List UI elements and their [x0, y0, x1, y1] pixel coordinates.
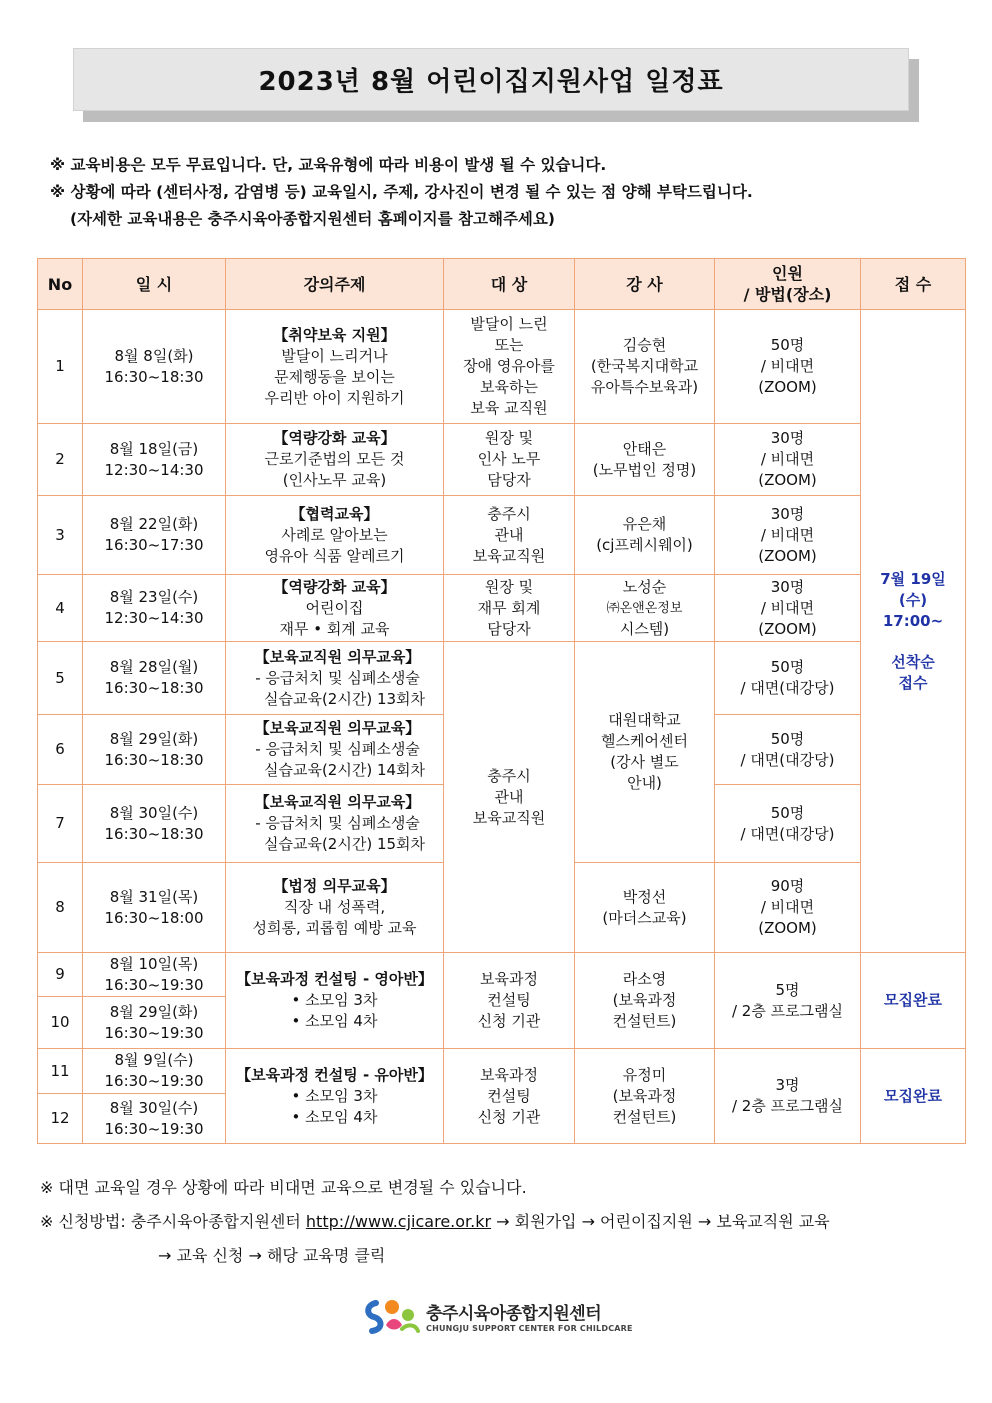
- center-logo: [362, 1295, 633, 1337]
- row-no: 2: [38, 424, 83, 496]
- row-no: 4: [38, 575, 83, 642]
- col-header-target: 대 상: [444, 259, 575, 310]
- infant-instructor-cell: [575, 953, 715, 1049]
- topic-line: 우리반 아이 지원하기: [264, 388, 405, 407]
- topic-title: 【역량강화 교육】: [273, 577, 396, 596]
- row-time: 12:30~14:30: [104, 460, 204, 479]
- target-line: 보육과정: [480, 970, 538, 988]
- instructor-line: 유정미: [622, 1065, 667, 1084]
- col-header-capacity-line2: / 방법(장소): [743, 285, 832, 304]
- capacity-line: 5명: [775, 980, 800, 999]
- topic-line: • 소모임 3차: [291, 991, 378, 1009]
- row-time: 16:30~19:30: [104, 1023, 204, 1042]
- instructor-line: ㈜온앤온정보: [606, 600, 683, 616]
- target-line: 신청 기관: [477, 1107, 541, 1126]
- col-header-no: No: [38, 259, 83, 310]
- row-date: 8월 29일(화): [109, 729, 199, 748]
- instructor-line: (마더스교육): [602, 908, 687, 927]
- target-line: 컨설팅: [487, 1086, 531, 1105]
- toddler-instructor-cell: [575, 1049, 715, 1144]
- row-target: [444, 424, 575, 496]
- topic-line: 직장 내 성폭력,: [283, 898, 386, 916]
- topic-line: 재무 • 회계 교육: [279, 619, 390, 638]
- homepage-link[interactable]: http://www.cjicare.or.kr: [305, 1212, 492, 1231]
- topic-line: 영유아 식품 알레르기: [264, 546, 405, 565]
- target-line: 관내: [494, 787, 524, 806]
- notice-line-1: ※ 교육비용은 모두 무료입니다. 단, 교육유형에 따라 비용이 발생 될 수 있습니다.: [50, 156, 607, 174]
- capacity-line: / 비대면: [760, 357, 815, 375]
- row-time: 16:30~17:30: [104, 536, 204, 554]
- logo-name-ko: 충주시육아종합지원센터: [426, 1304, 602, 1324]
- infant-topic-cell: [226, 953, 444, 1049]
- capacity-line: / 2층 프로그램실: [731, 1001, 844, 1020]
- center-logo-icon: [362, 1295, 422, 1337]
- footer-apply-prefix: ※ 신청방법: 충주시육아종합지원센터: [40, 1212, 306, 1231]
- capacity-line: 50명: [770, 658, 805, 676]
- topic-line: 어린이집: [305, 598, 364, 617]
- topic-title: 【취약보육 지원】: [273, 325, 396, 344]
- row-target: [444, 496, 575, 575]
- target-line: 신청 기관: [477, 1012, 541, 1030]
- topic-line: 발달이 느리거나: [281, 346, 388, 365]
- logo-name-en: CHUNGJU SUPPORT CENTER FOR CHILDCARE: [426, 1324, 633, 1333]
- page-title: 2023년 8월 어린이집지원사업 일정표: [73, 48, 909, 111]
- row-time: 16:30~18:30: [104, 367, 204, 386]
- row-datetime: [83, 642, 226, 715]
- infant-capacity-cell: [715, 953, 861, 1049]
- row-topic: [226, 310, 444, 424]
- col-header-apply: 접 수: [861, 259, 966, 310]
- topic-line: 문제행동을 보이는: [274, 367, 395, 386]
- row-date: 8월 29일(화): [109, 1002, 199, 1021]
- table-row: [38, 1049, 966, 1094]
- target-line: 충주시: [487, 766, 531, 785]
- apply-date-line: 17:00~: [882, 611, 944, 630]
- capacity-line: (ZOOM): [758, 471, 817, 489]
- capacity-line: (ZOOM): [758, 378, 817, 396]
- row-time: 12:30~14:30: [104, 609, 204, 627]
- target-line: 충주시: [487, 504, 531, 523]
- row-no: 7: [38, 785, 83, 863]
- capacity-line: / 비대면: [760, 898, 815, 916]
- toddler-target-cell: [444, 1049, 575, 1144]
- row-capacity: [715, 575, 861, 642]
- toddler-capacity-cell: [715, 1049, 861, 1144]
- topic-line: - 응급처치 및 심폐소생술: [255, 740, 420, 758]
- row-time: 16:30~19:30: [104, 975, 204, 994]
- center-logo-text: [426, 1299, 633, 1333]
- row-capacity: [715, 642, 861, 715]
- row-topic: [226, 715, 444, 785]
- instructor-line: (보육과정: [612, 1086, 677, 1105]
- row-target: [444, 310, 575, 424]
- target-line: 장애 영유아를: [463, 357, 555, 375]
- col-header-datetime: 일 시: [83, 259, 226, 310]
- notice-line-2: ※ 상황에 따라 (센터사정, 감염병 등) 교육일시, 주제, 강사진이 변경 될 수 있는 점 양해 부탁드립니다.: [50, 183, 753, 201]
- row-no: 9: [38, 953, 83, 997]
- topic-title: 【보육교직원 의무교육】: [254, 719, 421, 737]
- instructor-line: (노무법인 정명): [592, 460, 697, 479]
- topic-title: 【역량강화 교육】: [273, 429, 396, 447]
- instructor-line: 박정선: [622, 887, 667, 906]
- instructor-line: (보육과정: [612, 991, 677, 1009]
- row-capacity: [715, 424, 861, 496]
- target-line: 보육 교직원: [470, 399, 548, 417]
- capacity-line: / 대면(대강당): [740, 824, 835, 843]
- col-header-capacity-line1: 인원: [772, 264, 803, 283]
- row-datetime: [83, 785, 226, 863]
- topic-line: • 소모임 4차: [291, 1107, 378, 1126]
- row-topic: [226, 863, 444, 953]
- table-row: [38, 424, 966, 496]
- row-datetime: [83, 496, 226, 575]
- target-line: 또는: [494, 336, 524, 354]
- row-datetime: [83, 424, 226, 496]
- row-topic: [226, 496, 444, 575]
- row-datetime: [83, 310, 226, 424]
- target-line: 원장 및: [484, 577, 534, 596]
- row-no: 5: [38, 642, 83, 715]
- instructor-line: (강사 별도: [610, 753, 679, 771]
- toddler-apply-status: 모집완료: [861, 1049, 966, 1144]
- footer-notes: [40, 1171, 830, 1273]
- row-date: 8월 10일(목): [109, 954, 199, 973]
- capacity-line: / 대면(대강당): [740, 750, 835, 769]
- target-line: 보육과정: [480, 1065, 538, 1084]
- row-datetime: [83, 575, 226, 642]
- row-topic: [226, 424, 444, 496]
- footer-apply-suffix: → 회원가입 → 어린이집지원 → 보육교직원 교육: [491, 1212, 830, 1231]
- topic-line: - 응급처치 및 심폐소생술: [255, 668, 420, 687]
- infant-apply-status: 모집완료: [861, 953, 966, 1049]
- topic-title: 【보육과정 컨설팅 - 유아반】: [236, 1065, 433, 1084]
- infant-target-cell: [444, 953, 575, 1049]
- row-capacity: [715, 715, 861, 785]
- topic-title: 【법정 의무교육】: [273, 877, 396, 895]
- capacity-line: 50명: [770, 729, 805, 748]
- footer-line-2: [40, 1205, 830, 1239]
- capacity-line: 30명: [770, 504, 805, 523]
- row-topic: [226, 575, 444, 642]
- col-header-instructor: 강 사: [575, 259, 715, 310]
- topic-title: 【보육과정 컨설팅 - 영아반】: [236, 970, 433, 988]
- row-date: 8월 28일(월): [109, 658, 199, 676]
- table-row: [38, 642, 966, 715]
- apply-note-line: 선착순: [891, 652, 935, 671]
- row-date: 8월 22일(화): [109, 515, 199, 533]
- table-row: [38, 575, 966, 642]
- footer-line-3: → 교육 신청 → 해당 교육명 클릭: [158, 1246, 386, 1265]
- target-line: 담당자: [487, 471, 531, 489]
- target-line: 보육교직원: [472, 546, 546, 565]
- instructor-line: 컨설턴트): [612, 1012, 677, 1030]
- row-datetime: [83, 1049, 226, 1094]
- row-instructor: [575, 863, 715, 953]
- target-line: 보육교직원: [472, 808, 546, 827]
- apply-date-line: 7월 19일: [880, 569, 946, 588]
- instructor-line: 컨설턴트): [612, 1107, 677, 1126]
- row-instructor: [575, 424, 715, 496]
- instructor-line: 노성순: [622, 577, 667, 596]
- schedule-table: [37, 258, 966, 1144]
- row-time: 16:30~19:30: [104, 1072, 204, 1090]
- row-target: [444, 575, 575, 642]
- merged-target-cell: [444, 642, 575, 953]
- instructor-line: 안내): [627, 774, 662, 792]
- row-date: 8월 31일(목): [109, 887, 199, 906]
- row-date: 8월 30일(수): [109, 1098, 199, 1117]
- row-instructor: [575, 575, 715, 642]
- target-line: 발달이 느린: [470, 315, 548, 333]
- instructor-line: (cj프레시웨이): [596, 536, 693, 554]
- notice-line-3: (자세한 교육내용은 충주시육아종합지원센터 홈페이지를 참고해주세요): [70, 210, 555, 228]
- topic-title: 【협력교육】: [290, 504, 379, 523]
- row-no: 1: [38, 310, 83, 424]
- row-date: 8월 9일(수): [114, 1051, 194, 1069]
- instructor-line: 대원대학교: [608, 711, 681, 729]
- notice-block: [50, 152, 753, 233]
- table-row: [38, 953, 966, 997]
- target-line: 컨설팅: [487, 991, 531, 1009]
- row-time: 16:30~18:00: [104, 908, 204, 927]
- row-datetime: [83, 715, 226, 785]
- capacity-line: / 대면(대강당): [740, 679, 835, 697]
- row-no: 8: [38, 863, 83, 953]
- target-line: 원장 및: [484, 429, 534, 447]
- instructor-line: 유아특수보육과): [590, 378, 699, 396]
- instructor-line: (한국복지대학교: [590, 357, 699, 375]
- capacity-line: (ZOOM): [758, 619, 817, 638]
- row-no: 6: [38, 715, 83, 785]
- row-instructor: [575, 310, 715, 424]
- row-time: 16:30~18:30: [104, 750, 204, 769]
- row-datetime: [83, 953, 226, 997]
- capacity-line: 30명: [770, 577, 805, 596]
- topic-line: 근로기준법의 모든 것: [264, 450, 405, 468]
- target-line: 보육하는: [480, 378, 538, 396]
- table-row: [38, 496, 966, 575]
- row-date: 8월 23일(수): [109, 588, 199, 606]
- table-header-row: [38, 259, 966, 310]
- capacity-line: / 2층 프로그램실: [731, 1097, 844, 1115]
- row-datetime: [83, 1094, 226, 1144]
- target-line: 재무 회계: [477, 598, 541, 617]
- row-time: 16:30~18:30: [104, 679, 204, 697]
- capacity-line: 50명: [770, 336, 805, 354]
- capacity-line: 3명: [775, 1076, 800, 1094]
- instructor-line: 시스템): [619, 619, 670, 638]
- topic-line: 실습교육(2시간) 15회차: [263, 835, 426, 853]
- row-time: 16:30~18:30: [104, 824, 204, 843]
- capacity-line: / 비대면: [760, 450, 815, 468]
- capacity-line: (ZOOM): [758, 546, 817, 565]
- target-line: 인사 노무: [477, 450, 541, 468]
- topic-line: 사례로 알아보는: [281, 525, 388, 544]
- row-datetime: [83, 997, 226, 1049]
- capacity-line: / 비대면: [760, 598, 815, 617]
- row-time: 16:30~19:30: [104, 1119, 204, 1138]
- topic-line: - 응급처치 및 심폐소생술: [255, 814, 420, 832]
- merged-instructor-cell: [575, 642, 715, 863]
- capacity-line: 30명: [770, 429, 805, 447]
- topic-title: 【보육교직원 의무교육】: [254, 647, 421, 666]
- target-line: 담당자: [487, 619, 531, 638]
- instructor-line: 김승현: [622, 336, 667, 354]
- row-datetime: [83, 863, 226, 953]
- row-capacity: [715, 863, 861, 953]
- row-topic: [226, 642, 444, 715]
- target-line: 관내: [494, 525, 524, 544]
- instructor-line: 헬스케어센터: [601, 732, 688, 750]
- toddler-topic-cell: [226, 1049, 444, 1144]
- row-capacity: [715, 310, 861, 424]
- table-row: [38, 310, 966, 424]
- capacity-line: 90명: [770, 877, 805, 895]
- col-header-capacity: [715, 259, 861, 310]
- row-date: 8월 18일(금): [109, 439, 199, 458]
- topic-line: • 소모임 4차: [291, 1012, 378, 1030]
- apply-note-line: 접수: [898, 673, 928, 692]
- capacity-line: 50명: [770, 803, 805, 822]
- topic-line: 성희롱, 괴롭힘 예방 교육: [252, 919, 417, 937]
- apply-date-line: (수): [898, 590, 928, 609]
- capacity-line: (ZOOM): [758, 919, 817, 937]
- row-date: 8월 8일(화): [114, 346, 194, 365]
- row-capacity: [715, 785, 861, 863]
- row-topic: [226, 785, 444, 863]
- topic-line: 실습교육(2시간) 14회차: [263, 761, 426, 779]
- topic-line: 실습교육(2시간) 13회차: [263, 689, 426, 708]
- footer-line-1: ※ 대면 교육일 경우 상황에 따라 비대면 교육으로 변경될 수 있습니다.: [40, 1178, 527, 1197]
- topic-title: 【보육교직원 의무교육】: [254, 793, 421, 811]
- row-no: 12: [38, 1094, 83, 1144]
- row-no: 10: [38, 997, 83, 1049]
- capacity-line: / 비대면: [760, 525, 815, 544]
- row-date: 8월 30일(수): [109, 803, 199, 822]
- col-header-topic: 강의주제: [226, 259, 444, 310]
- row-capacity: [715, 496, 861, 575]
- instructor-line: 유은채: [622, 515, 667, 533]
- instructor-line: 안태은: [622, 439, 667, 458]
- apply-period-cell: [861, 310, 966, 953]
- row-instructor: [575, 496, 715, 575]
- row-no: 3: [38, 496, 83, 575]
- row-no: 11: [38, 1049, 83, 1094]
- instructor-line: 라소영: [622, 970, 667, 988]
- topic-line: • 소모임 3차: [291, 1086, 378, 1105]
- topic-line: (인사노무 교육): [282, 471, 387, 489]
